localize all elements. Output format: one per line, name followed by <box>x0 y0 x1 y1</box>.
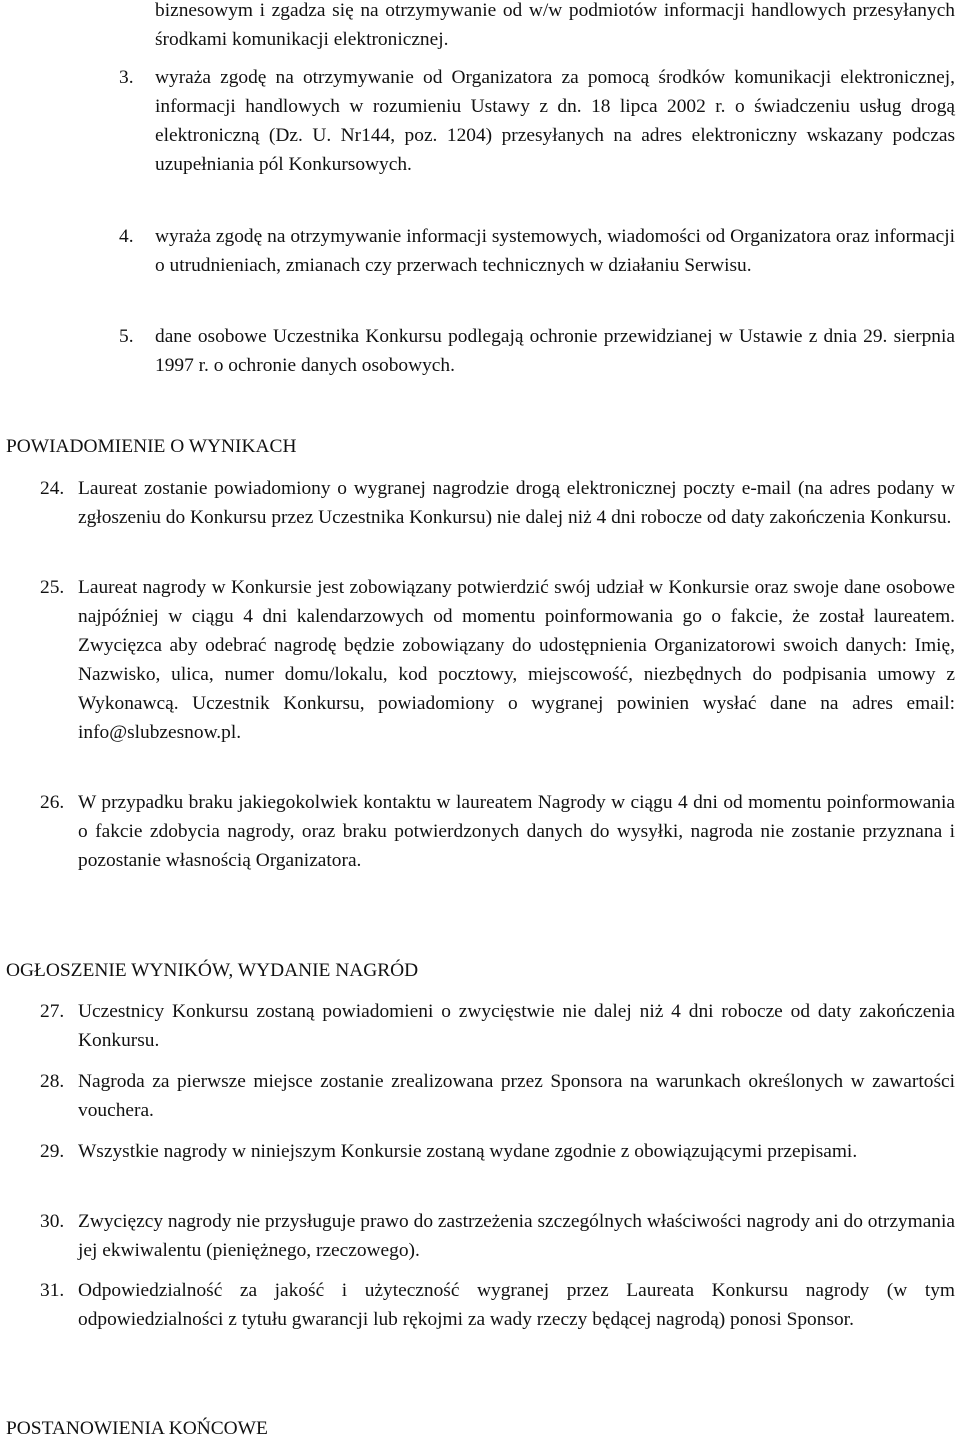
rule-item-27 <box>40 997 955 1055</box>
rule-number: 31. <box>40 1280 65 1301</box>
rule-number: 28. <box>40 1071 65 1092</box>
rule-text: Laureat zostanie powiadomiony o wygranej nagrodzie drogą elektronicznej poczty e-mail (na adres podany w zgłoszeniu do Konkursu przez Uczestnika Konkursu) nie dalej niż 4 dni robocze od daty zakończenia Konkursu. <box>78 478 955 528</box>
intro-continuation: biznesowym i zgadza się na otrzymywanie od w/w podmiotów informacji handlowych przesyłanych środkami komunikacji elektronicznej. <box>155 0 955 50</box>
rule-text: Nagroda za pierwsze miejsce zostanie zrealizowana przez Sponsora na warunkach określonych w zawartości vouchera. <box>78 1071 955 1121</box>
rule-item-24 <box>40 474 955 532</box>
consent-text: wyraża zgodę na otrzymywanie od Organizatora za pomocą środków komunikacji elektronicznej, informacji handlowych w rozumieniu Ustawy z dn. 18 lipca 2002 r. o świadczeniu usług drogą elektroniczną (Dz. U. Nr144, poz. 1204) przesyłanych na adres elektroniczny wskazany podczas uzupełniania pól Konkursowych. <box>155 67 955 175</box>
rule-number: 25. <box>40 577 65 598</box>
rule-number: 29. <box>40 1141 65 1162</box>
rule-text: Zwycięzcy nagrody nie przysługuje prawo do zastrzeżenia szczególnych właściwości nagrody ani do otrzymania jej ekwiwalentu (pieniężnego, rzeczowego). <box>78 1211 955 1261</box>
rule-number: 27. <box>40 1001 65 1022</box>
section-heading-final: POSTANOWIENIA KOŃCOWE <box>6 1418 268 1439</box>
rule-text: Odpowiedzialność za jakość i użyteczność wygranej przez Laureata Konkursu nagrody (w tym odpowiedzialności z tytułu gwarancji lub rękojmi za wady rzeczy będącej nagrodą) ponosi Sponsor. <box>78 1280 955 1330</box>
rule-item-29 <box>40 1137 955 1166</box>
consent-number: 3. <box>119 67 134 88</box>
consent-number: 4. <box>119 226 134 247</box>
rule-number: 26. <box>40 792 65 813</box>
rule-text: W przypadku braku jakiegokolwiek kontaktu w laureatem Nagrody w ciągu 4 dni od momentu poinformowania o fakcie zdobycia nagrody, oraz braku potwierdzonych danych do wysyłki, nagroda nie zostanie przyznana i pozostanie własnością Organizatora. <box>78 792 955 871</box>
rule-item-30 <box>40 1207 955 1265</box>
rule-item-28 <box>40 1067 955 1125</box>
consent-text: wyraża zgodę na otrzymywanie informacji systemowych, wiadomości od Organizatora oraz informacji o utrudnieniach, zmianach czy przerwach technicznych w działaniu Serwisu. <box>155 226 955 276</box>
section-heading-results: OGŁOSZENIE WYNIKÓW, WYDANIE NAGRÓD <box>6 960 419 981</box>
rule-item-31 <box>40 1276 955 1334</box>
consent-item-5 <box>119 322 955 380</box>
consent-item-3 <box>119 63 955 179</box>
rule-text: Laureat nagrody w Konkursie jest zobowiązany potwierdzić swój udział w Konkursie oraz swoje dane osobowe najpóźniej w ciągu 4 dni kalendarzowych od momentu poinformowania go o fakcie, że został laureatem. Zwycięzca aby odebrać nagrodę będzie zobowiązany do udostępnienia Organizatorowi swoich danych: Imię, Nazwisko, ulica, numer domu/lokalu, kod pocztowy, miejscowość, niezbędnych do podpisania umowy z Wykonawcą. Uczestnik Konkursu, powiadomiony o wygranej powinien wysłać dane na adres email: info@slubzesnow.pl. <box>78 577 955 743</box>
rule-text: Wszystkie nagrody w niniejszym Konkursie zostaną wydane zgodnie z obowiązującymi przepisami. <box>78 1141 858 1162</box>
rule-text: Uczestnicy Konkursu zostaną powiadomieni o zwycięstwie nie dalej niż 4 dni robocze od daty zakończenia Konkursu. <box>78 1001 955 1051</box>
rule-item-25 <box>40 573 955 747</box>
rule-number: 30. <box>40 1211 65 1232</box>
rule-number: 24. <box>40 478 65 499</box>
consent-number: 5. <box>119 326 134 347</box>
consent-text: dane osobowe Uczestnika Konkursu podlegają ochronie przewidzianej w Ustawie z dnia 29. sierpnia 1997 r. o ochronie danych osobowych. <box>155 326 955 376</box>
rule-item-26 <box>40 788 955 875</box>
section-heading-notification: POWIADOMIENIE O WYNIKACH <box>6 436 297 457</box>
consent-item-4 <box>119 222 955 280</box>
